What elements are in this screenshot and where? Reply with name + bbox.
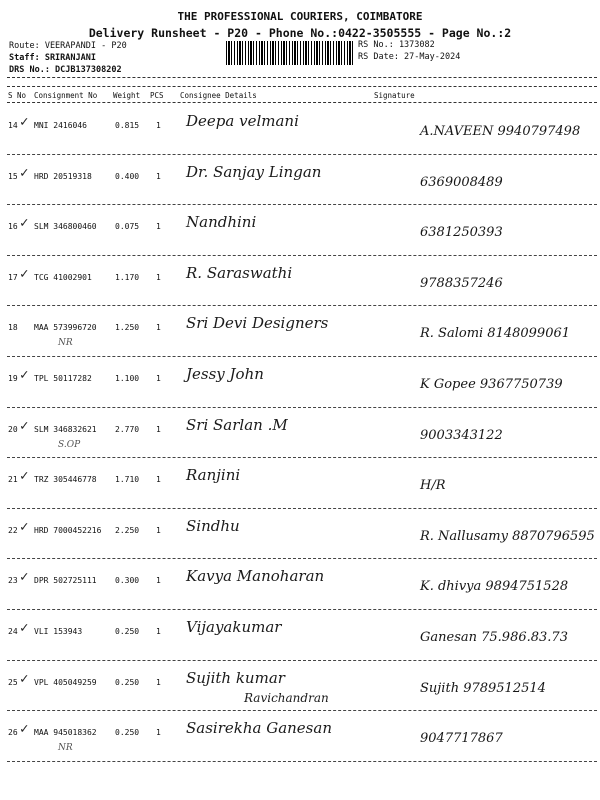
row-weight: 0.250 [115,627,140,636]
check-mark-icon: ✓ [20,367,29,383]
table-row [0,711,600,762]
row-divider [7,761,597,762]
row-pcs: 1 [156,222,161,232]
check-mark-icon: ✓ [20,164,29,181]
signature: Ganesan 75.986.83.73 [420,630,568,645]
col-sno: S No [8,91,27,100]
col-consignment: Consignment No [34,91,98,100]
route-label: Route: VEERAPANDI - P20 [9,41,127,51]
rs-date: RS Date: 27-May-2024 [358,52,461,62]
row-sno: 16 [8,222,18,232]
row-pcs: 1 [156,728,161,738]
consignee-name: Sasirekha Ganesan [186,719,332,738]
table-row [0,509,600,560]
check-mark-icon: ✓ [20,114,29,130]
signature: 6381250393 [420,225,503,241]
consignee-name: Kavya Manoharan [186,567,325,586]
signature: 9047717867 [420,731,503,747]
table-row [0,256,600,307]
signature: 9003343122 [420,427,503,443]
signature: A.NAVEEN 9940797498 [420,124,581,139]
row-sno: 25 [8,677,18,687]
row-consignment: HRD 20519318 [34,171,92,181]
handwritten-note: NR [58,338,73,349]
row-consignment: HRD 7000452216 [34,525,102,535]
row-sno: 20 [8,424,18,434]
row-consignment: DPR 502725111 [34,576,97,586]
row-pcs: 1 [156,627,161,636]
row-weight: 1.100 [115,374,140,383]
row-pcs: 1 [156,323,161,333]
row-consignment: TPL 50117282 [34,374,92,383]
row-weight: 1.710 [115,475,140,485]
staff-label: Staff: SRIRANJANI [9,53,96,63]
row-sno: 26 [8,728,18,738]
row-sno: 22 [8,525,18,535]
row-consignment: MAA 573996720 [34,323,97,333]
check-mark-icon: ✓ [20,265,29,282]
row-sno: 14 [8,121,18,130]
row-consignment: SLM 346800460 [34,222,97,232]
row-weight: 2.250 [115,525,140,535]
check-mark-icon: ✓ [20,468,29,485]
row-pcs: 1 [156,576,161,586]
table-row [0,357,600,408]
col-signature: Signature [374,91,415,100]
consignee-name: Deepa velmani [186,112,299,130]
row-consignment: MNI 2416046 [34,121,87,130]
row-pcs: 1 [156,272,161,282]
consignee-name: Vijayakumar [186,618,282,636]
barcode [226,41,354,65]
row-pcs: 1 [156,424,161,434]
handwritten-note: NR [58,743,73,754]
consignee-name: Dr. Sanjay Lingan [186,162,322,181]
consignee-name: Sindhu [186,516,240,535]
row-weight: 0.075 [115,222,140,232]
consignee-name: R. Saraswathi [186,263,293,282]
check-mark-icon: ✓ [20,518,29,535]
row-consignment: TRZ 305446778 [34,475,97,485]
signature: H/R [420,478,446,494]
signature: Sujith 9789512514 [420,680,546,696]
col-consignee: Consignee Details [180,91,257,100]
table-row [0,610,600,661]
row-sno: 17 [8,272,18,282]
signature: 9788357246 [420,275,503,291]
rs-number: RS No.: 1373082 [358,40,435,50]
meta-left [9,40,127,76]
handwritten-note: S.OP [58,439,81,450]
table-row [0,306,600,357]
row-consignment: MAA 945018362 [34,728,97,738]
signature: K. dhivya 9894751528 [420,579,569,595]
row-pcs: 1 [156,374,161,383]
row-sno: 18 [8,323,18,333]
consignee-name: Nandhini [186,213,257,232]
row-weight: 0.250 [115,728,140,738]
consignee-name: Sujith kumar [186,668,285,687]
signature: 6369008489 [420,174,503,190]
table-row [0,559,600,610]
consignee-name: Sri Sarlan .M [186,415,288,434]
drs-label: DRS No.: DCJB137308202 [9,65,122,75]
row-consignment: VLI 153943 [34,627,83,636]
col-pcs: PCS [150,91,164,100]
signature: K Gopee 9367750739 [420,377,563,392]
signature: R. Salomi 8148099061 [420,326,571,342]
col-weight: Weight [113,91,141,100]
row-sno: 15 [8,171,18,181]
table-row [0,661,600,712]
row-sno: 19 [8,374,18,383]
check-mark-icon: ✓ [20,215,29,232]
row-consignment: TCG 41002901 [34,272,92,282]
row-pcs: 1 [156,121,161,130]
row-weight: 1.250 [115,323,140,333]
check-mark-icon: ✓ [20,670,29,687]
document-title: THE PROFESSIONAL COURIERS, COIMBATORE [177,10,423,23]
consignee-name: Ranjini [186,466,241,485]
check-mark-icon: ✓ [20,569,29,586]
row-consignment: SLM 346832621 [34,424,97,434]
divider [7,86,597,87]
check-mark-icon: ✓ [20,417,29,434]
row-sno: 21 [8,475,18,485]
table-row [0,104,600,155]
signature: R. Nallusamy 8870796595 [420,528,595,544]
table-row [0,458,600,509]
table-row [0,205,600,256]
row-pcs: 1 [156,171,161,181]
row-weight: 0.250 [115,677,140,687]
row-pcs: 1 [156,677,161,687]
row-pcs: 1 [156,525,161,535]
row-weight: 0.815 [115,121,140,130]
row-consignment: VPL 405049259 [34,677,97,687]
divider [7,77,597,78]
meta-right [358,39,460,63]
check-mark-icon: ✓ [20,721,29,738]
row-weight: 1.170 [115,272,140,282]
table-row [0,155,600,206]
row-sno: 24 [8,627,18,636]
row-pcs: 1 [156,475,161,485]
consignee-name: Jessy John [186,365,264,383]
row-weight: 0.400 [115,171,140,181]
row-sno: 23 [8,576,18,586]
document-subtitle: Delivery Runsheet - P20 - Phone No.:0422-3505555 - Page No.:2 [88,26,512,40]
row-weight: 2.770 [115,424,140,434]
divider [7,102,597,103]
check-mark-icon: ✓ [20,620,29,636]
consignee-name-line2: Ravichandran [244,690,329,705]
row-weight: 0.300 [115,576,140,586]
consignee-name: Sri Devi Designers [186,314,329,333]
table-row [0,408,600,459]
